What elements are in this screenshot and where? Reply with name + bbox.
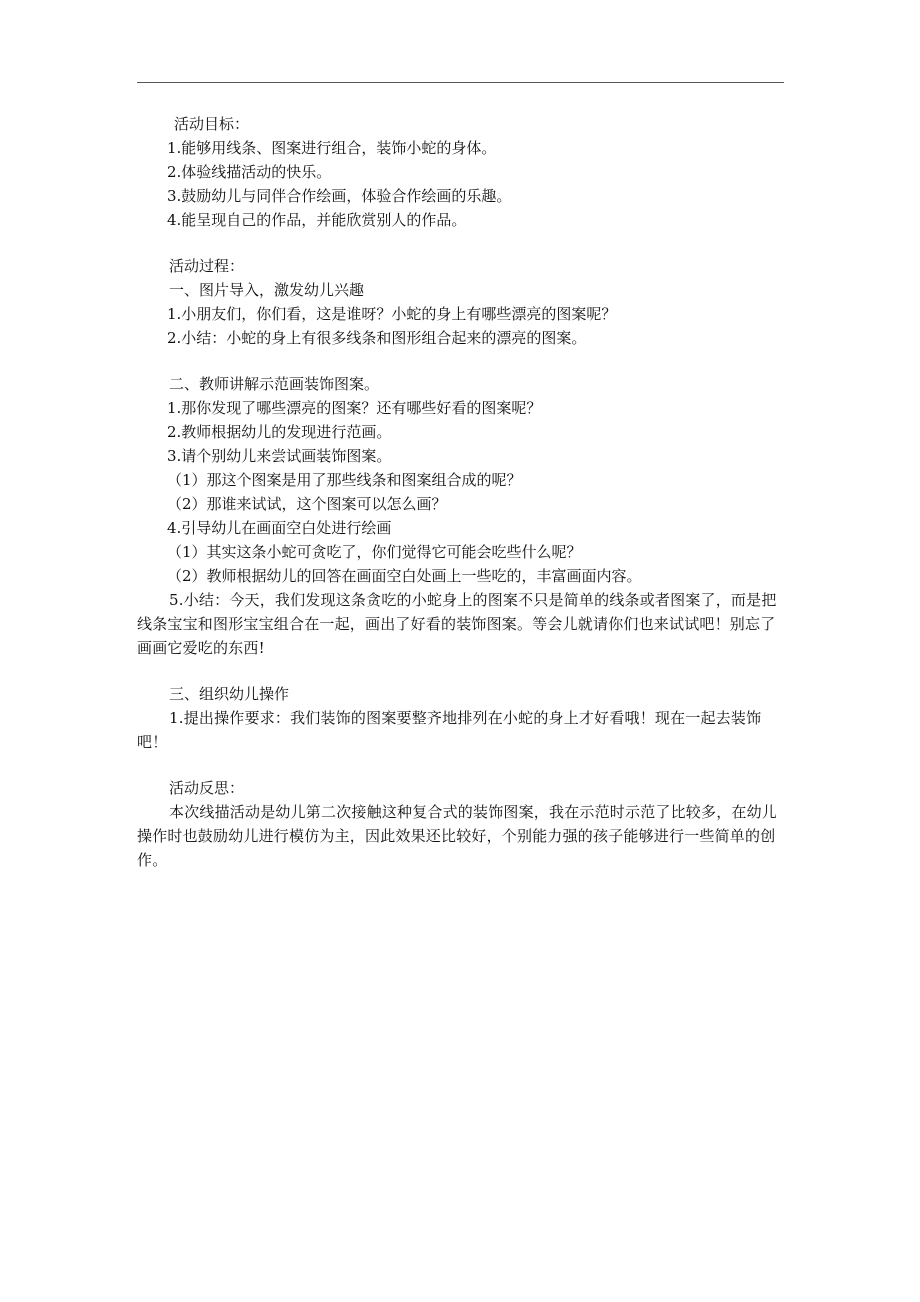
spacer: [169, 350, 785, 372]
section2-subitem-4: （2）教师根据幼儿的回答在画面空白处画上一些吃的，丰富画面内容。: [167, 567, 642, 585]
section1-item-1: 1.小朋友们，你们看，这是谁呀？小蛇的身上有哪些漂亮的图案呢？: [167, 305, 617, 323]
spacer: [169, 232, 785, 254]
header-rule: [137, 82, 784, 83]
spacer: [169, 754, 785, 776]
section1-title: 一、图片导入，激发幼儿兴趣: [169, 281, 365, 299]
reflection-heading: 活动反思：: [169, 779, 245, 797]
section1-item-2: 2.小结：小蛇的身上有很多线条和图形组合起来的漂亮的图案。: [167, 329, 587, 347]
process-heading: 活动过程：: [169, 257, 245, 275]
section3-item-1: 1.提出操作要求：我们装饰的图案要整齐地排列在小蛇的身上才好看哦！现在一起去装饰吧！: [137, 709, 762, 751]
section2-item-2: 2.教师根据幼儿的发现进行范画。: [167, 423, 392, 441]
section2-subitem-3: （1）其实这条小蛇可贪吃了，你们觉得它可能会吃些什么呢？: [167, 543, 582, 561]
goal-item-2: 2.体验线描活动的快乐。: [167, 163, 332, 181]
section3-title: 三、组织幼儿操作: [169, 685, 290, 703]
goal-item-1: 1.能够用线条、图案进行组合，装饰小蛇的身体。: [167, 139, 497, 157]
section2-title: 二、教师讲解示范画装饰图案。: [169, 375, 380, 393]
document-body: [137, 112, 785, 872]
section2-item-3: 3.请个别幼儿来尝试画装饰图案。: [167, 447, 392, 465]
spacer: [169, 660, 785, 682]
section2-summary: 5.小结：今天，我们发现这条贪吃的小蛇身上的图案不只是简单的线条或者图案了，而是把线条宝宝和图形宝宝组合在一起，画出了好看的装饰图案。等会儿就请你们也来试试吧！别忘了画画它爱吃的东西!: [137, 591, 777, 657]
goals-heading: 活动目标：: [174, 115, 250, 133]
section2-item-4: 4.引导幼儿在画面空白处进行绘画: [167, 519, 392, 537]
goal-item-3: 3.鼓励幼儿与同伴合作绘画，体验合作绘画的乐趣。: [167, 187, 512, 205]
section2-item-1: 1.那你发现了哪些漂亮的图案？还有哪些好看的图案呢？: [167, 399, 542, 417]
reflection-text: 本次线描活动是幼儿第二次接触这种复合式的装饰图案，我在示范时示范了比较多，在幼儿操作时也鼓励幼儿进行模仿为主，因此效果还比较好，个别能力强的孩子能够进行一些简单的创作。: [137, 803, 778, 869]
section2-subitem-2: （2）那谁来试试，这个图案可以怎么画？: [167, 495, 447, 513]
section2-subitem-1: （1）那这个图案是用了那些线条和图案组合成的呢？: [167, 471, 522, 489]
goal-item-4: 4.能呈现自己的作品，并能欣赏别人的作品。: [167, 211, 467, 229]
